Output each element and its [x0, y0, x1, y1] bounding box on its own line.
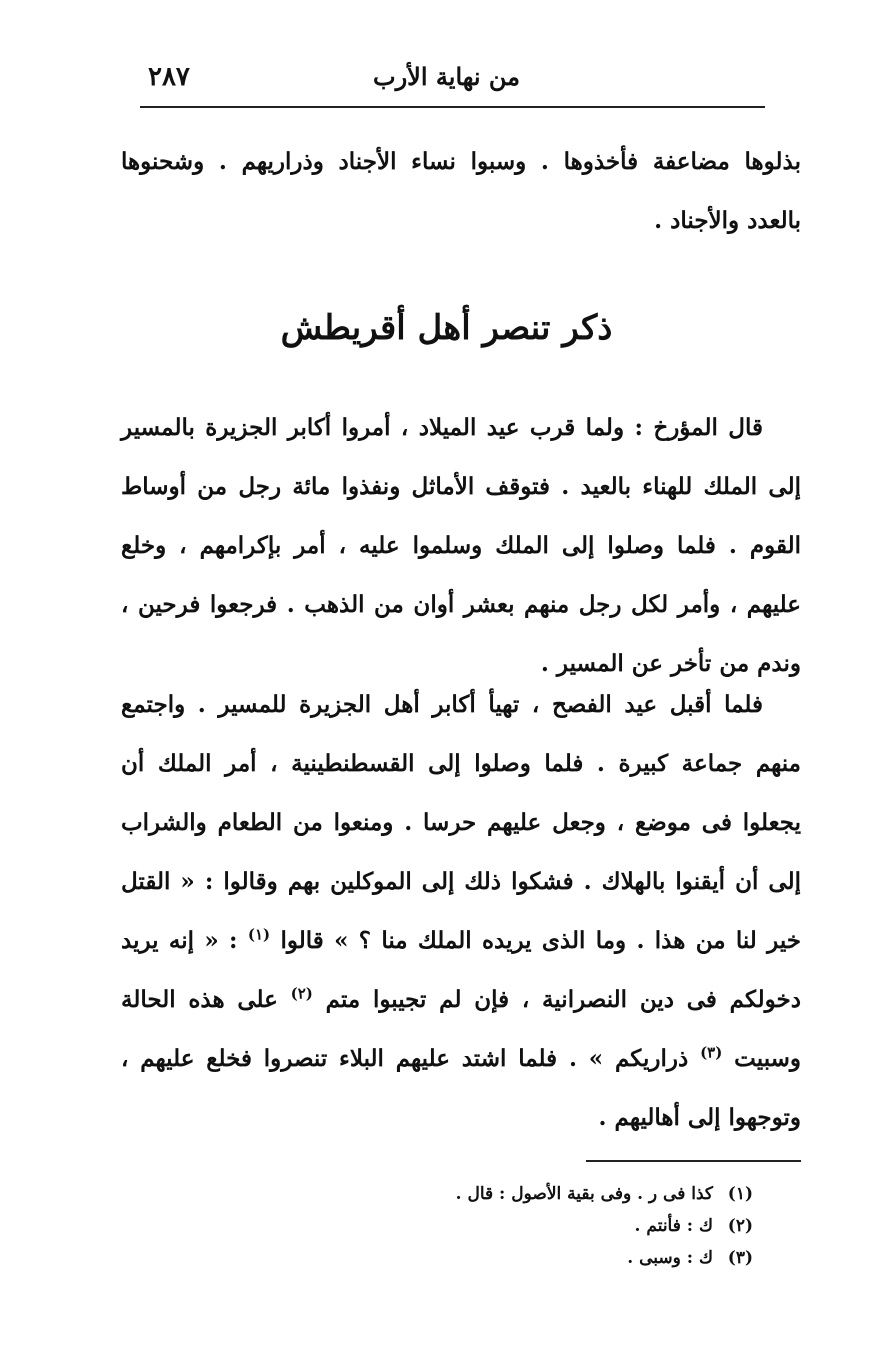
- paragraph-2-part-d: ذراريكم » . فلما اشتد عليهم البلاء تنصروا فخلع عليهم ، وتوجهوا إلى أهاليهم .: [121, 1045, 801, 1131]
- footnote-3: [333, 1242, 753, 1274]
- page-number: ٢٨٧: [148, 62, 190, 92]
- paragraph-1: قال المؤرخ : ولما قرب عيد الميلاد ، أمروا أكابر الجزيرة بالمسير إلى الملك للهناء بالعيد . فتوقف الأماثل ونفذوا مائة رجل من أوساط القوم . فلما وصلوا إلى الملك وسلموا عليه ، أمر بإكرامهم ، وخلع عليهم ، وأمر لكل رجل منهم بعشر أوان من الذهب . فرجعوا فرحين ، وندم من تأخر عن المسير .: [121, 414, 801, 677]
- header-rule: [140, 106, 765, 108]
- footnote-ref-1: (١): [247, 925, 271, 944]
- footnote-number: (٢): [727, 1216, 753, 1236]
- footnote-ref-2: (٢): [290, 984, 313, 1003]
- section-heading: ذكر تنصر أهل أقريطش: [280, 308, 613, 348]
- footnotes-list: [333, 1178, 753, 1274]
- intro-paragraph: بذلوها مضاعفة فأخذوها . وسبوا نساء الأجناد وذراريهم . وشحنوها بالعدد والأجناد .: [121, 148, 801, 234]
- paragraph-2-part-b: : « إنه يريد دخولكم فى دين النصرانية ، فإن لم تجيبوا متم: [121, 927, 802, 1013]
- footnote-2: [333, 1210, 753, 1242]
- running-head: [140, 62, 753, 102]
- footnote-text: كذا فى ر . وفى بقية الأصول : قال .: [455, 1184, 713, 1204]
- footnote-1: [333, 1178, 753, 1210]
- footnote-rule: [586, 1160, 801, 1162]
- running-title: من نهاية الأرب: [373, 62, 520, 91]
- paragraph-2: [121, 675, 801, 1147]
- paragraph-2-part-a: فلما أقبل عيد الفصح ، تهيأ أكابر أهل الجزيرة للمسير . واجتمع منهم جماعة كبيرة . فلما وصلوا إلى القسطنطينية ، أمر الملك أن يجعلوا فى موضع ، وجعل عليهم حرسا . ومنعوا من الطعام والشراب إلى أن أيقنوا بالهلاك . فشكوا ذلك إلى الموكلين بهم وقالوا : « القتل خير لنا من هذا . وما الذى يريده الملك منا ؟ » قالوا: [121, 691, 801, 954]
- paragraph-2-part-c: على هذه الحالة وسبيت: [121, 986, 802, 1072]
- footnote-number: (١): [727, 1184, 753, 1204]
- footnote-number: (٣): [727, 1248, 753, 1268]
- footnote-ref-3: (٣): [700, 1043, 723, 1062]
- footnote-text: ك : فأنتم .: [634, 1216, 713, 1236]
- footnote-text: ك : وسبى .: [627, 1248, 713, 1268]
